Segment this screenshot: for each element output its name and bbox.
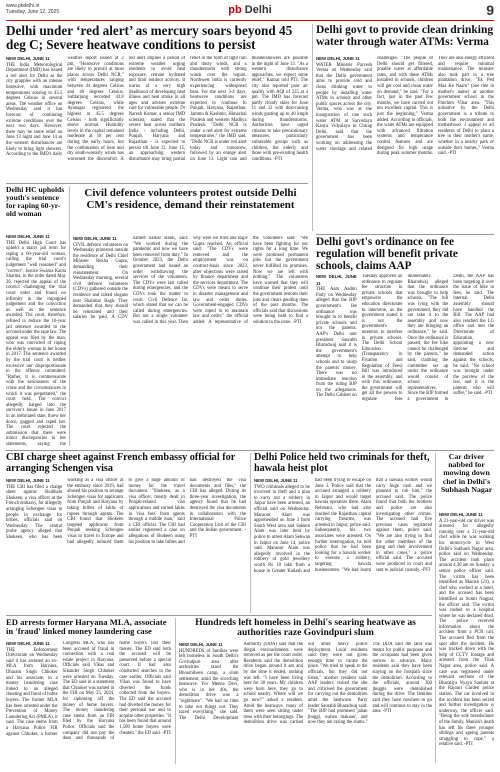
issue-date: Tuesday, June 12, 2025 [6,9,60,15]
dateline: NEW DELHI, JUNE 11 [316,56,360,61]
article-body: HUNDREDS of families were left homeless in South Delhi's Govindpuri area after authorities razed the Bhoomiheen camp, a slum settlement, amid the scorching heatwave. For Meena Devi, who is in her 40s, the demolition drive was a "nightmare". "We had no time to take our things out. They razed everything," she said. The Delhi Development Authority (DDA) said that the illegal encroachments were removed as per the court order. Residents said the demolition drive began around 8 am and by the time it ended, nothing was left. "I have been living here for 30 years. My children were born here, they go to school nearby. Where will we go now?" asked a resident. Amid the heatwave, many of them were seen sitting under trees with their belongings. The demolition drive was carried out amid heavy police deployment. Local residents said they were not given enough time to vacate the place. "We tried to speak to the officials, but they did not listen," another resident said. AAP leaders visited the site and criticised the government for carrying out the demolition amid the heatwave. Party leader Saurabh Bharadwaj said: "The BJP had promised 'jahan jhuggi, wahan makaan', and now they are razing the slums." The DDA said the land was meant for public purposes and the occupants had been given notices in advance. Many residents said they have been staying on the footpath since the demolition. According to the officials, around 300 jhuggis were demolished during the drive. The families said they have nowhere to go and will continue to stay in the area. -PTI [179,642,432,726]
article-body: THE India Meteorological Department (IMD) has issued a red alert for Delhi as the city grapples with an intense heatwave, with maximum temperatures soaring to 45.5 degrees Celsius in several areas. The weather office on Wednesday said it has forecast of continuing extreme conditions over the next two days. However, there may be some relief on June 13 night and June 14 as the western disturbances are likely to bring light showers. According to the IMD's daily weather report issued at 2 pm, "Heatwave conditions are likely to prevail at most places across Delhi NCR," with temperatures ranging between 44 degrees Celsius and 46 degrees Celsius. Safdarjung recorded 43.8 degrees Celsius, while Ayanagar registered the highest at 45.5 degrees Celsius - both significantly above normal. Humidity levels in the capital remained moderate at 18 per cent during the early hours, but the combination of heat and dry south-westerly winds has worsened the discomfort. A red alert implies a period of extreme weather urging residents to avoid heat exposure, remain hydrated and limit outdoor activity. It warns of a very high likelihood of developing heat illness and heat stroke in all ages and advises extreme care for vulnerable people. Dr Naresh Kumar, a senior IMD scientist, stated that the severe heat across northern India - including Delhi, Punjab, Haryana and Rajasthan - is expected to persist till June 12. June 15, an approaching western disturbance may bring partial relief in the form of light rain and dusty winds, and a thunderstorm with strong winds over the region. Northwest India is currently experiencing widespread heat. For the next 3-4 days, heatwave conditions are expected to continue in Punjab, Haryana, Rajasthan, Jammu & Kashmir, Himachal Pradesh and western Madhya Pradesh. "Delhi NCR is under a red alert for extreme temperatures," the IMD said. "Delhi NCR is under red alert today and tomorrow, followed by an orange alert on June 13. Light rain and thundershowers are possible in the night of June 13. "As a western disturbance approaches, we expect some relief," Kumar told PTI. The city also reported poor air quality with AQI of 225 at 4 pm. The IMD has forecast partly cloudy skies for June 11 and 12 with dust-raising winds gusting up to 40 kmph during thunderstorms. Authorities have urged citizens to take precautionary measures, particularly vulnerable groups such as children, the elderly and those with pre-existing health conditions. -PTI [6,56,308,162]
headline-civil-defence: Civil defence volunteers protest outside Delhi CM's residence, demand their reinstatement [84,187,297,211]
masthead-rule [6,20,494,21]
section-divider [6,183,308,184]
masthead [6,3,494,19]
column-divider [175,618,176,764]
dateline: NEW DELHI, JUNE 11 [6,641,50,646]
headline-cbi: CBI charge sheet against French embassy official for arranging Schengen visa [6,452,236,474]
article-ed-arrest [6,641,171,764]
article-civil-defence [73,236,308,446]
headline-slum-demolition: Hundreds left homeless in Delhi's searing heatwave as authorities raze Govindpuri slum [195,617,416,639]
headline-car-driver: Car driver nabbed for mowing down chef in Delhi's Subhash Nagar [440,452,493,494]
headline-red-alert: Delhi under ‘red alert’ as mercury soars beyond 45 deg C; Severe heatwave conditions to persist [6,23,293,52]
section-divider [6,615,432,616]
article-body: THE CBI has filed a charge sheet against Shubham Shokeen, a visa officer at the French embassy, for allegedly arranging Schengen visas to people in exchange for bribes, officials said on Wednesday. The central probe agency alleged that Shokeen, who has been working as a visa officer at the embassy since 2019, had abused his position to arrange Schengen visas for applicants from Punjab and Haryana by taking bribes of lakhs of rupees through agents. The CBI found that Shokeen targeted applicants from Punjab seeking Schengen visas to travel to Europe and had allegedly induced them to give a huge amount of money for the travel document. "Shokeen, as a visa officer, mostly dealt in Punjab-related visa applications and earned lakhs in 'visa fees' from agents through a middle man," said a CBI official. The CBI had earlier registered a case on allegations of Shokeen using his position to take bribes and had destroyed the visa documents and files," the CBI has alleged. During its three-year investigation, the agency found that he had destroyed the visa documents in collaboration with the International Police Cooperation Unit of the CBI and the Indian government. -PTI [6,478,246,545]
dateline: NEW DELHI, JUNE 11 [6,478,50,483]
page-number: 9 [486,2,494,18]
section-logo [6,3,494,17]
column-divider [250,453,251,613]
article-hc-youth [6,234,66,446]
article-slum-demolition [179,642,432,764]
article-body: THE Delhi High Court has upheld a man's jail term for raping a 60-year-old woman, calling the trial court's judgement "well reasoned" and "correct". Justice Swarna Kanta Sharma, in the order dated May 26, rejected the appeal of the convict challenging the trial court order and found no infirmity in the impugned judgement and the conviction as well as the sentence awarded. The court, therefore, refused to reduce the 10-year jail sentence awarded to the accused under the rape law. The appeal was filed by the man, who was convicted of raping the elderly woman in her house in 2017. The sentence awarded by the trial court is neither excessive nor disproportionate to the offence committed. "Rather, it is commensurate with the seriousness of the crime and the circumstances in which it was perpetrated," the court held. The convict allegedly barged into the survivor's house in June 2017 in an inebriated state, threw her down, gagged and raped her. The court rejected the submission that there were minor discrepancies in her statements, saying the [6,240,66,446]
site-url[interactable]: www.pbdelhi.in [6,3,40,9]
dateline: NEW DELHI, JUNE 11 [73,236,117,241]
section-divider [316,234,494,235]
article-red-alert [6,56,308,180]
dateline: NEW DELHI, JUNE 11 [179,642,223,647]
article-body: CIVIL defence volunteers on Wednesday protested outside the residence of Delhi Chief Minister Rekha Gupta, demanding their reinstatement. On Wednesday morning, several civil defence volunteers (CDVs) gathered outside the residence and raised slogans near Shalimar Bagh. They demanded that they should be reinstated and their salaries be paid. A CDV named Sarkar Haidi, said: "We worked during the pandemic and now we have been removed from duty." In October 2023, the Delhi government had issued an order withdrawing the services of the volunteers. The CDVs were last called during emergencies, and the CDVs took the matter to court. Civil Defence Jat, which stated that we can be called during emergencies. But not a single volunteer was called in this year. Then why were we fired and Rajiv Gupta reached. An official said: "The CDVs were removed and the employment was on contract-basis since 2023, after objections were raised by finance department and the services department. The CDVs were meant to serve in disaster management and law and order duties. Government-engaged CDVs were roped in to maintain law and order," the official added. A representative of the volunteers said: "We have been fighting for our rights for a long time. We were promised permanent jobs but the government never fulfilled its promises. Now we are left with nothing." The volunteers have warned that they will continue their protest until the government restores their jobs and clears pending dues of the past months. The officials said that discussions were being held to find a solution to the issue. -PTI [73,236,308,325]
article-body: WATER Minister Parvesh Verma on Wednesday said that the Delhi government aims to provide cold and clean drinking water to people by installing water ATMs in schools and other public spaces across the city. Verma, who was at the inauguration of one such water ATM at Sarvodaya Kanya Vidyalaya in Chirag Delhi, said that the government has been working on addressing the water shortage and related challenges. "The people of Delhi should get filtered, potable water at affordable rates, and with these ATMs installed in schools, children will get cool and clean water on demand," he said. "For a fact, just in the past few months, we have carried out ten excellent capital. This is just the beginning," Verma added. According to officials, the water ATMs are equipped with advanced filtration systems and temperature control features and are designed for high usage during peak summer months. They are also energy efficient and require minimal maintenance. The minister also took part in a tree plantation drive, "Ek Ped Maa Ke Naam" (one tree in mother's name) at another government school in the Paschim Vihar area. "This initiative by the Delhi government is a tribute to both the environment and motherhood. I appeal to all residents of Delhi to plant a tree in their mother's name, whether in a nearby park or outside their homes," Verma said. -PTI [316,56,494,157]
article-cbi [6,478,246,612]
headline-ed-arrest: ED arrests former Haryana MLA, associate in 'fraud' linked money laundering case [6,617,167,637]
headline-water-atm: Delhi govt to provide clean drinking water through water ATMs: Verma [316,24,494,49]
dateline: NEW DELHI, JUNE 11 [6,56,50,61]
article-police-theft [254,478,432,612]
headline-ordinance: Delhi govt's ordinance on fee regulation will benefit private schools, claims AAP [316,236,458,272]
dateline: NEW DELHI, JUNE 11 [439,512,483,517]
article-ordinance [316,274,494,446]
logo-pb: pb [228,4,242,16]
column-divider [69,186,70,446]
headline-hc-youth: Delhi HC upholds youth's sentence for raping 60-yr-old woman [6,185,65,218]
logo-city: Delhi [244,4,272,16]
section-divider [6,450,494,451]
column-divider [435,453,436,763]
article-car-driver [439,512,494,764]
headline-police-theft: Delhi Police held two criminals for theft, hawala heist plot [254,452,430,474]
dateline: NEW DELHI, JUNE 11 [6,234,50,239]
column-divider [312,24,313,231]
article-body: THE Enforcement Directorate on Wednesday said it has arrested an ex-MLA from Haryana, Dharam Singh Chhoker and his associate, in a money laundering case linked to an alleged cheating and fraud of home buyers. The former MLA has been arrested under the Prevention of Money Laundering Act (PMLA), it said. The case stems from a Haryana Police FIR against Chhoker, a former Congress MLA, who has been accused of fraud in connection with a real estate project in Haryana. Officials said Vikas and Sikander Singh Chhoker were arrested on Tuesday. The ED said in a statement that Chhoker was named in the FIR on May 25, 2024, for siphoning off the money of home buyers. The money laundering case stems from an FIR filed by the Haryana Police. Officials said the company did not pay the dues and thousands of home buyers lost their money. The ED said both the accused will be presented before a special court. It had also conducted searches in the case earlier. Officials said Vikas was found to have diverted the funds collected from the buyers. The ED said the accused had diverted the money for their personal use and to acquire other properties. "It has been found that around 1,500 home buyers were cheated," the ED said. -PTI [6,641,171,742]
dateline: NEW DELHI, JUNE 11 [316,274,357,286]
article-body: A 31-year-old car driver was arrested for allegedly running over a 21-year-old chef while he was walking his motorcycle in West Delhi's Subhash Nagar area, police said on Wednesday. The accident took place around 4.30 am on Sunday, a senior police officer said. The victim has been identified as Manish (21), a chef who worked at a hotel, and the accused has been identified as Sumit Nagpal, the officer said. The victim was rushed to a hospital where he was declared dead. The police received information about the accident from a PCR call. The accused fled from the spot after the incident. He was tracked down with the help of CCTV footage and arrested from the Tilak Nagar area, police said. A case was registered under relevant sections of the Bharatiya Nyaya Sanhita at the Rajouri Garden police station. The car involved in the accident has been seized and further investigation is underway, the officer said. "Being the sole breadwinner of the family, Manish's death has left his three younger siblings and ageing parents struggling to cope," a relative said. -PTI [439,518,494,748]
article-water-atm [316,56,494,231]
article-body: TWO criminals alleged to be involved in theft and a plan to carry out a robbery in Jaipur have been arrested, an official said on Wednesday. Mansoor Alam was apprehended on June 3 from South West area and Saleem Alam was later held by police to arrest Alam Sehwan in Jaipur on June 14, police said. Mansoor Alam was allegedly involved in the robbery of gold jewellery worth Rs 10 lakh from a house in Greater Kailash and had been trying to escape on June 3. Police said that the accused arranged a robbery in Jaipur and would target hawala operators there. Alam Rehmani, who had also reached the Rajasthan capital carrying firearms, was arrested in Jaipur, police said. Subsequently, his two associates were arrested. On further interrogation, he told police that he had been looking for a hawala worker to execute a robbery, targeting hawala businessmen. "We had learnt that a hawala worker would carry huge cash and we planned to rob him," the accused said. The police found that both the brothers and police are also investigating other crimes. The accused had five previous cases registered against them, police said. "We are also trying to find the other members of the gang and their involvement in other cases," a police official said. The accused were produced in court and sent to judicial custody. -PTI [254,478,432,574]
dateline: NEW DELHI, JUNE 11 [254,478,298,483]
article-body: THE Aam Aadmi Party on Wednesday alleged that the BJP government's fee ordinance was brought in to benefit private schools and not the parents. AAP's Delhi unit president Saurabh Bharadwaj said it is the government's attempt to help schools and to usurp the parents' money. There was no immediate reaction from the ruling BJP on the allegations. The Delhi Cabinet on Tuesday approved an ordinance to regulate fee structure in private schools that empowers the education directorate to intervene, as the government stated it is not the government's intention to interfere in private schools. The Delhi School Education (Transparency in Fixation and Regulation of Fees) Bill was introduced in the assembly, and with this ordinance, the government will get all the powers to regulate fees immediately. Bharadwaj alleged that the ordinance was brought to help schools. "The bill was lying with the government, they did not take it to the assembly and now they are bringing an ordinance," he said. Once the ordinance is passed, the fee hike cannot be challenged by the parents," he said, claiming the committee set up under the ordinance would consist of school representatives. Since the BJP formed a government in Delhi, the AAP has been targeting it over the issue of hike in fees, he said. The internal Delhi assembly should have handled the Bill. The AAP had also reached the LG office and met the Directorate of Education, appointing a new director and demanded action against the schools, he said. "No school was brought under the purview of the law, and it is the parents who will suffer," he said. -PTI [316,274,494,403]
